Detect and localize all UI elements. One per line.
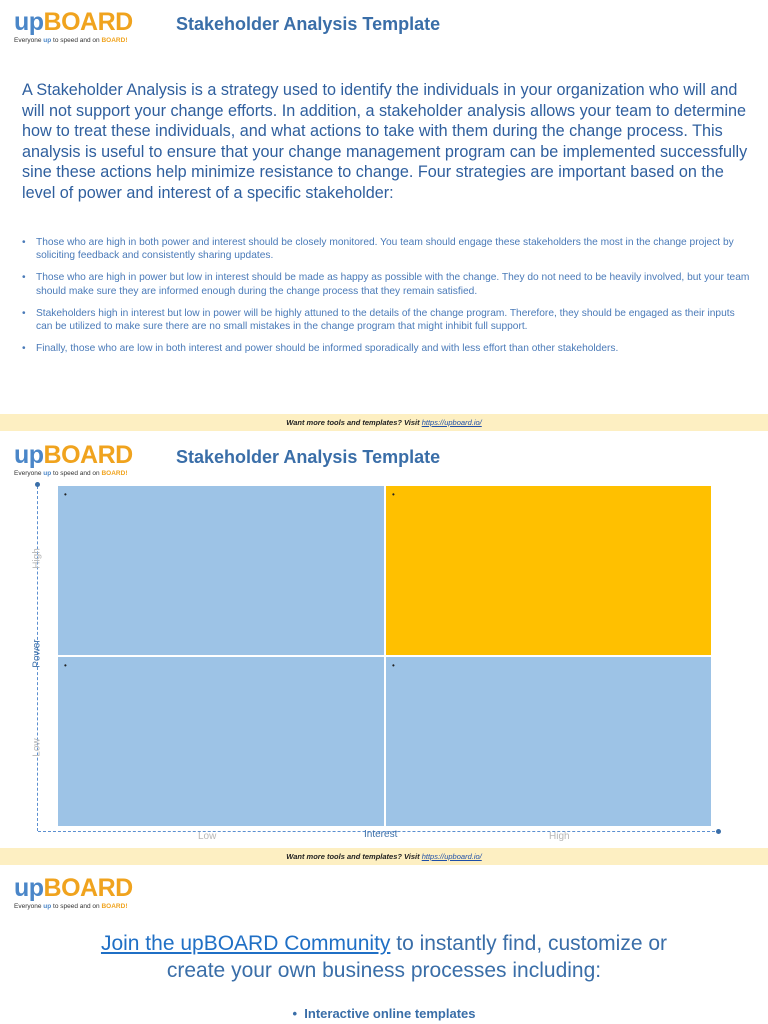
- community-text: create your own business processes including:: [166, 959, 602, 982]
- list-item-text: Finally, those who are low in both interest and power should be informed sporadically and with less effort than other stakeholders.: [36, 342, 619, 354]
- tagline-up: up: [43, 470, 52, 477]
- interest-axis-title: Interest: [364, 829, 398, 840]
- quadrant-low-power-low-interest[interactable]: [57, 656, 385, 827]
- list-item: [22, 342, 752, 355]
- list-item: [22, 236, 752, 263]
- upboard-logo: [14, 10, 133, 44]
- interest-high-label: High: [549, 831, 570, 842]
- power-low-label: Low: [31, 738, 43, 757]
- tagline-up: up: [43, 37, 52, 44]
- bullet-icon: •: [22, 307, 26, 319]
- quadrant-bullet: •: [392, 490, 395, 499]
- logo-board: BOARD: [43, 874, 133, 902]
- tagline-board: BOARD!: [101, 903, 128, 910]
- interest-axis-arrow-icon: [716, 829, 721, 834]
- list-item-text: Those who are high in power but low in interest should be made as happy as possible with the change. They do not need to be heavily involved, but your team should make sure they are informed enough during the change process that they remain satisfied.: [36, 272, 750, 297]
- intro-paragraph: A Stakeholder Analysis is a strategy used to identify the individuals in your organization who will and will not support your change efforts. In addition, a stakeholder analysis allows your team to determine how to treat these individuals, and what actions to take with them during the change process. This analysis is useful to ensure that your change management program can be implemented successfully sine these actions help minimize resistance to change. Four strategies are important based on the level of power and interest of a specific stakeholder:: [22, 81, 748, 202]
- logo-up: up: [14, 874, 44, 902]
- quadrant-bullet: •: [64, 490, 67, 499]
- tagline-part: to speed and on: [51, 470, 102, 477]
- community-cta: [0, 930, 768, 984]
- power-high-label: High: [31, 548, 43, 569]
- quadrant-bullet: •: [392, 661, 395, 670]
- quadrant-high-power-high-interest[interactable]: [385, 485, 712, 656]
- promo-banner: [0, 414, 768, 431]
- strategy-list: [22, 236, 752, 364]
- tagline-board: BOARD!: [101, 470, 128, 477]
- power-axis-title: Power: [31, 639, 43, 668]
- banner-text: Want more tools and templates? Visit: [286, 418, 422, 427]
- logo-up: up: [14, 8, 44, 36]
- logo-up: up: [14, 441, 44, 469]
- tagline-part: Everyone: [14, 37, 44, 44]
- list-item: [22, 307, 752, 334]
- tagline-part: Everyone: [14, 470, 44, 477]
- list-item: [22, 271, 752, 298]
- tagline-part: to speed and on: [51, 903, 102, 910]
- tagline-up: up: [43, 903, 52, 910]
- quadrant-high-power-low-interest[interactable]: [57, 485, 385, 656]
- interest-low-label: Low: [198, 831, 217, 842]
- bullet-icon: •: [22, 237, 26, 248]
- banner-link[interactable]: https://upboard.io/: [421, 852, 482, 861]
- community-text: to instantly find, customize or: [390, 932, 668, 955]
- banner-text: Want more tools and templates? Visit: [286, 852, 422, 861]
- feature-text: Interactive online templates: [304, 1006, 476, 1021]
- power-axis-arrow-icon: [35, 482, 40, 487]
- logo-board: BOARD: [43, 8, 133, 36]
- bullet-icon: •: [22, 342, 26, 354]
- list-item-text: Stakeholders high in interest but low in power will be highly attuned to the details of the change program. Therefore, they should be engaged as their inputs can be utilized to make sure there are no small mistakes in the change program that might inhibit full support.: [36, 307, 735, 333]
- community-link[interactable]: Join the upBOARD Community: [100, 932, 391, 955]
- list-item-text: Those who are high in both power and interest should be closely monitored. You team should engage these stakeholders the most in the change project by soliciting feedback and consistently sharing updates.: [36, 237, 734, 262]
- bullet-icon: •: [22, 272, 26, 284]
- tagline-board: BOARD!: [101, 37, 128, 44]
- logo-board: BOARD: [43, 441, 133, 469]
- page-title: Stakeholder Analysis Template: [176, 14, 441, 34]
- tagline-part: Everyone: [14, 903, 44, 910]
- quadrant-bullet: •: [64, 661, 67, 670]
- promo-banner: [0, 848, 768, 865]
- tagline-part: to speed and on: [51, 37, 102, 44]
- bullet-icon: •: [292, 1006, 298, 1021]
- upboard-logo: [14, 876, 133, 910]
- banner-link[interactable]: https://upboard.io/: [421, 418, 482, 427]
- matrix-title: Stakeholder Analysis Template: [176, 447, 441, 467]
- quadrant-low-power-high-interest[interactable]: [385, 656, 712, 827]
- feature-list-item: [0, 1006, 768, 1021]
- upboard-logo: [14, 443, 133, 477]
